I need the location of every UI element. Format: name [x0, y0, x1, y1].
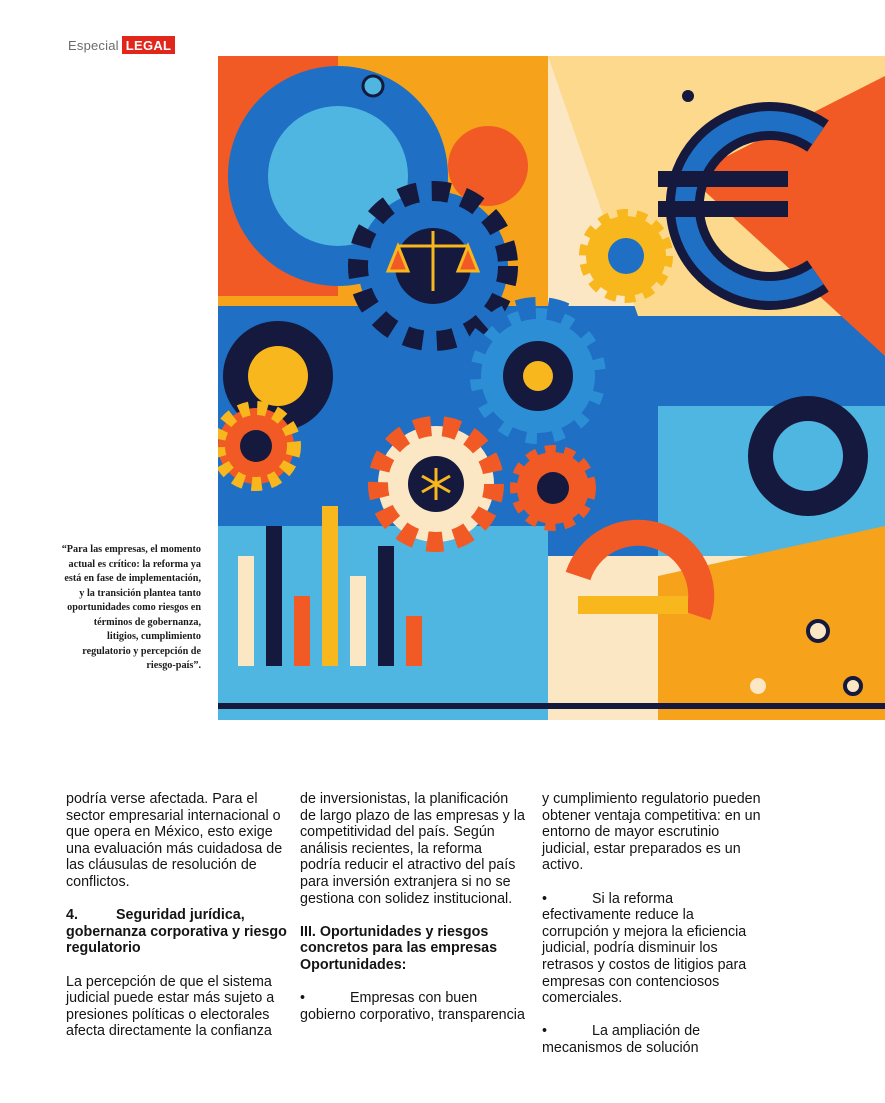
paragraph: y cumplimiento regulatorio pueden obtener ventaja competitiva: en un entorno de mayor escrutinio judicial, estar preparados es un activo.	[542, 791, 761, 874]
section-label: Especial	[68, 37, 119, 53]
gear-icon	[586, 216, 666, 296]
bar-chart-icon	[238, 506, 422, 666]
paragraph: podría verse afectada. Para el sector empresarial internacional o que opera en México, esto exige una evaluación más cuidadosa de las cláusulas de resolución de conflictos.	[66, 791, 283, 890]
section-header	[68, 36, 175, 54]
paragraph: de inversionistas, la planificación de largo plazo de las empresas y la competitividad del país. Según análisis recientes, la reforma podría reducir el atractivo del país para inversión extranjera si no se gestiona con solidez institucional.	[300, 791, 525, 907]
section-badge: LEGAL	[122, 36, 176, 54]
gear-icon	[218, 408, 294, 484]
gear-icon	[470, 308, 606, 444]
text-column-2	[300, 791, 526, 1023]
illustration	[218, 56, 885, 720]
bullet-item: • Empresas con buen gobierno corporativo, transparencia	[300, 990, 525, 1023]
section-heading: 4. Seguridad jurídica, gobernanza corporativa y riesgo regulatorio	[66, 907, 287, 957]
euro-icon	[658, 121, 818, 291]
pull-quote: “Para las empresas, el momento actual es crítico: la reforma ya está en fase de implementación, y la transición plantea tanto oportunidades como riesgos en términos de gobernanza, litigios, cumplimiento regulatorio y percepción de riesgo-país”.	[61, 544, 201, 671]
text-column-1	[66, 791, 288, 1040]
text-column-3	[542, 791, 764, 1057]
bullet-item: • La ampliación de mecanismos de solución	[542, 1023, 701, 1056]
paragraph: La percepción de que el sistema judicial puede estar más sujeto a presiones políticas o electorales afecta directamente la confianza	[66, 973, 275, 1040]
gear-icon	[517, 452, 589, 524]
section-heading: III. Oportunidades y riesgos concretos para las empresas Oportunidades:	[300, 923, 498, 973]
gear-icon	[378, 426, 494, 542]
bullet-item: • Si la reforma efectivamente reduce la corrupción y mejora la eficiencia judicial, podría disminuir los retrasos y costos de litigios para empresas con contenciosos comerciales.	[542, 890, 747, 1007]
gear-icon	[578, 533, 701, 616]
